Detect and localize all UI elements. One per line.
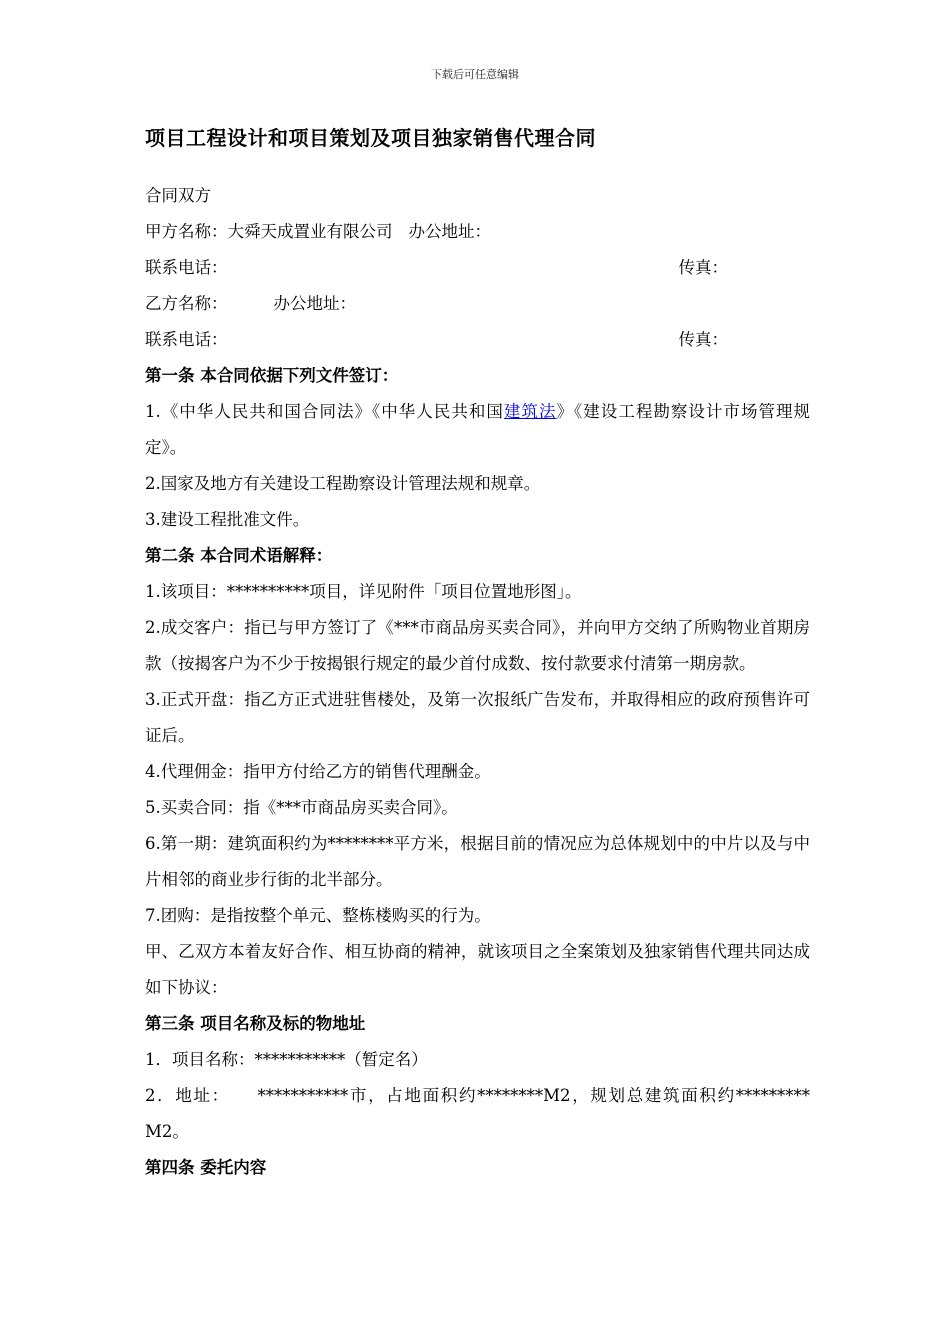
agreement-paragraph: 甲、乙双方本着友好合作、相互协商的精神，就该项目之全案策划及独家销售代理共同达成如下协议： <box>145 942 810 997</box>
document-body <box>145 178 821 1186</box>
article-2-item-2: 2.成交客户：指已与甲方签订了《***市商品房买卖合同》，并向甲方交纳了所购物业首期房款（按揭客户为不少于按揭银行规定的最少首付成数、按付款要求付清第一期房款。 <box>145 618 810 673</box>
article-1-title: 第一条 本合同依据下列文件签订： <box>145 366 399 385</box>
party-b-name: 乙方名称： <box>145 294 228 313</box>
article-2-item-3: 3.正式开盘：指乙方正式进驻售楼处，及第一次报纸广告发布，并取得相应的政府预售许可证后。 <box>145 690 810 745</box>
article-2-item-1: 1.该项目：**********项目，详见附件「项目位置地形图」。 <box>145 582 582 601</box>
article-2-item-4: 4.代理佣金：指甲方付给乙方的销售代理酬金。 <box>145 762 491 781</box>
article-1-item-3: 3.建设工程批准文件。 <box>145 510 310 529</box>
article-3-item-1: 1．项目名称：***********（暂定名） <box>145 1050 428 1069</box>
party-a-contact-row <box>145 250 810 286</box>
party-b-phone-label: 联系电话： <box>145 330 228 349</box>
article-3-item-2: 2．地址： ***********市，占地面积约********M2，规划总建筑面积约********* M2。 <box>145 1086 821 1141</box>
article-2-item-6: 6.第一期：建筑面积约为********平方米，根据目前的情况应为总体规划中的中片以及与中片相邻的商业步行街的北半部分。 <box>145 834 810 889</box>
article-2-item-7: 7.团购：是指按整个单元、整栋楼购买的行为。 <box>145 906 491 925</box>
party-a-name: 甲方名称：大舜天成置业有限公司 <box>145 222 393 241</box>
a1-item1-post: 》《建设工程勘察设计市场管理规定》。 <box>145 402 811 457</box>
party-b-address: 办公地址： <box>273 294 356 313</box>
party-a-phone-label: 联系电话： <box>145 258 228 277</box>
document-title: 项目工程设计和项目策划及项目独家销售代理合同 <box>145 126 596 150</box>
parties-heading: 合同双方 <box>145 186 211 205</box>
article-2-title: 第二条 本合同术语解释： <box>145 546 333 565</box>
party-b-line <box>145 286 810 322</box>
article-1-item-2: 2.国家及地方有关建设工程勘察设计管理法规和规章。 <box>145 474 541 493</box>
a1-item1-pre: 1.《中华人民共和国合同法》《中华人民共和国 <box>145 402 504 421</box>
article-3-title: 第三条 项目名称及标的物地址 <box>145 1014 366 1033</box>
party-b-contact-row <box>145 322 810 358</box>
party-a-fax-label: 传真： <box>678 258 728 277</box>
party-a-line <box>145 214 810 250</box>
article-2-item-5: 5.买卖合同：指《***市商品房买卖合同》。 <box>145 798 458 817</box>
article-1-item-1 <box>145 394 810 466</box>
construction-law-link[interactable]: 建筑法 <box>503 402 557 421</box>
party-b-fax-label: 传真： <box>678 330 728 349</box>
article-4-title: 第四条 委托内容 <box>145 1158 267 1177</box>
party-a-address: 办公地址： <box>408 222 491 241</box>
page-header-note: 下载后可任意编辑 <box>431 68 519 81</box>
